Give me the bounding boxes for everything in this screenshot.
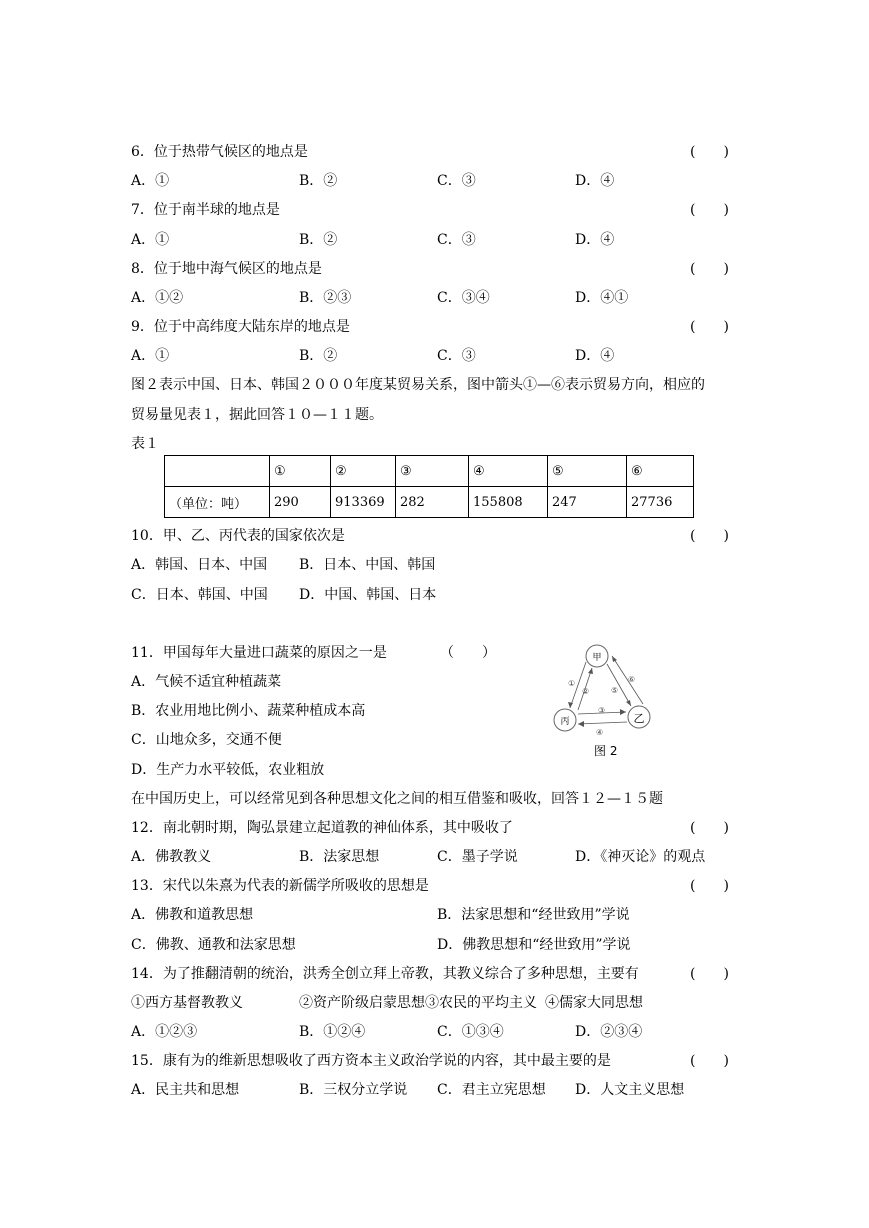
q15-option-a: A．民主共和思想 — [131, 1082, 240, 1098]
table-cell: 247 — [548, 487, 627, 518]
arrowhead-4 — [578, 721, 584, 727]
q14-option-b: B．①②④ — [299, 1024, 366, 1040]
question-13-stem: 13．宋代以朱熹为代表的新儒学所吸收的思想是 — [131, 878, 429, 894]
arrow-label-5: ⑤ — [611, 686, 619, 695]
q9-option-d: D．④ — [575, 348, 615, 364]
q11-option-b: B．农业用地比例小、蔬菜种植成本高 — [131, 703, 366, 719]
question-11-stem: 11．甲国每年大量进口蔬菜的原因之一是 — [131, 645, 387, 661]
arrowhead-5 — [626, 700, 631, 706]
table-cell: 913369 — [331, 487, 396, 518]
arrowhead-2 — [588, 668, 593, 674]
q13-option-a: A．佛教和道教思想 — [131, 907, 254, 923]
q9-option-a: A．① — [131, 348, 170, 364]
answer-blank-15: ( ) — [690, 1053, 729, 1069]
q6-option-c: C．③ — [437, 173, 476, 189]
question-6-stem: 6．位于热带气候区的地点是 — [131, 144, 308, 160]
q13-option-d: D．佛教思想和“经世致用”学说 — [437, 937, 631, 953]
table-cell: ① — [270, 456, 331, 487]
arrowhead-6 — [612, 656, 617, 662]
question-9-stem: 9．位于中高纬度大陆东岸的地点是 — [131, 319, 350, 335]
arrow-5 — [607, 664, 631, 706]
table-cell: 155808 — [469, 487, 548, 518]
answer-blank-10: ( ) — [690, 528, 729, 544]
q11-option-c: C．山地众多，交通不便 — [131, 732, 282, 748]
table-cell: ③ — [396, 456, 469, 487]
arrow-4 — [578, 722, 627, 724]
q11-option-d: D．生产力水平较低，农业粗放 — [131, 762, 325, 778]
q14-option-c: C．①③④ — [437, 1024, 504, 1040]
q9-option-c: C．③ — [437, 348, 476, 364]
q14-item-4: ④儒家大同思想 — [545, 995, 643, 1011]
table-1-caption: 表１ — [131, 436, 159, 452]
figure-2-caption: 图 2 — [594, 744, 618, 758]
answer-blank-12: ( ) — [690, 820, 729, 836]
answer-blank-8: ( ) — [690, 261, 729, 277]
table-cell: ⑤ — [548, 456, 627, 487]
q12-option-a: A．佛教教义 — [131, 849, 212, 865]
answer-blank-14: ( ) — [690, 966, 729, 982]
q14-option-a: A．①②③ — [131, 1024, 198, 1040]
answer-blank-9: ( ) — [690, 319, 729, 335]
q14-item-1: ①西方基督教教义 — [131, 995, 243, 1011]
arrow-label-3: ③ — [598, 706, 606, 715]
q15-option-b: B．三权分立学说 — [299, 1082, 408, 1098]
q8-option-b: B．②③ — [299, 290, 352, 306]
intro-12-15: 在中国历史上，可以经常见到各种思想文化之间的相互借鉴和吸收，回答１２—１５题 — [131, 791, 663, 807]
q12-option-d: D．《神灭论》的观点 — [575, 849, 706, 865]
intro-fig2-line-2: 贸易量见表１，据此回答１０—１１题。 — [131, 407, 383, 423]
q6-option-b: B．② — [299, 173, 338, 189]
arrow-label-1: ① — [568, 679, 576, 688]
arrow-label-6: ⑥ — [628, 675, 636, 684]
question-14-stem: 14．为了推翻清朝的统治，洪秀全创立拜上帝教，其教义综合了多种思想，主要有 — [131, 966, 639, 982]
q7-option-c: C．③ — [437, 232, 476, 248]
arrow-label-2: ② — [582, 687, 590, 696]
table-cell: ⑥ — [627, 456, 694, 487]
table-cell: ④ — [469, 456, 548, 487]
q8-option-d: D．④① — [575, 290, 629, 306]
q14-item-2-3: ②资产阶级启蒙思想③农民的平均主义 — [299, 995, 537, 1011]
arrowhead-3 — [620, 709, 626, 715]
question-7-stem: 7．位于南半球的地点是 — [131, 202, 280, 218]
question-8-stem: 8．位于地中海气候区的地点是 — [131, 261, 322, 277]
q10-option-a: A．韩国、日本、中国 — [131, 557, 268, 573]
q12-option-b: B．法家思想 — [299, 849, 380, 865]
answer-blank-11: （ ） — [440, 645, 496, 661]
node-label-jia: 甲 — [592, 653, 602, 663]
table-cell: 290 — [270, 487, 331, 518]
q8-option-c: C．③④ — [437, 290, 490, 306]
table-header-row — [165, 456, 694, 487]
q7-option-a: A．① — [131, 232, 170, 248]
answer-blank-13: ( ) — [690, 878, 729, 894]
question-12-stem: 12．南北朝时期，陶弘景建立起道教的神仙体系，其中吸收了 — [131, 820, 513, 836]
table-cell: 282 — [396, 487, 469, 518]
q10-option-b: B．日本、中国、韩国 — [299, 557, 436, 573]
trade-volume-table — [164, 455, 694, 518]
q9-option-b: B．② — [299, 348, 338, 364]
node-label-bing: 丙 — [560, 717, 570, 727]
table-cell — [165, 456, 270, 487]
q10-option-d: D．中国、韩国、日本 — [299, 587, 437, 603]
question-10-stem: 10．甲、乙、丙代表的国家依次是 — [131, 528, 345, 544]
intro-fig2-line-1: 图２表示中国、日本、韩国２０００年度某贸易关系，图中箭头①—⑥表示贸易方向，相应的 — [131, 377, 705, 393]
table-cell: ② — [331, 456, 396, 487]
q11-option-a: A．气候不适宜种植蔬菜 — [131, 674, 282, 690]
q6-option-d: D．④ — [575, 173, 615, 189]
q6-option-a: A．① — [131, 173, 170, 189]
answer-blank-6: ( ) — [690, 144, 729, 160]
q8-option-a: A．①② — [131, 290, 184, 306]
q13-option-b: B．法家思想和“经世致用”学说 — [437, 907, 630, 923]
q15-option-d: D．人文主义思想 — [575, 1082, 685, 1098]
table-cell: （单位：吨） — [165, 487, 270, 518]
table-row — [165, 487, 694, 518]
figure-2-trade-diagram — [548, 638, 670, 762]
arrow-label-4: ④ — [596, 728, 604, 737]
q7-option-b: B．② — [299, 232, 338, 248]
question-15-stem: 15．康有为的维新思想吸收了西方资本主义政治学说的内容，其中最主要的是 — [131, 1053, 611, 1069]
q13-option-c: C．佛教、通教和法家思想 — [131, 937, 296, 953]
answer-blank-7: ( ) — [690, 202, 729, 218]
q14-option-d: D．②③④ — [575, 1024, 643, 1040]
q7-option-d: D．④ — [575, 232, 615, 248]
node-label-yi: 乙 — [633, 712, 645, 725]
q10-option-c: C．日本、韩国、中国 — [131, 587, 268, 603]
arrowhead-1 — [568, 702, 573, 708]
q15-option-c: C．君主立宪思想 — [437, 1082, 546, 1098]
q12-option-c: C．墨子学说 — [437, 849, 518, 865]
table-cell: 27736 — [627, 487, 694, 518]
